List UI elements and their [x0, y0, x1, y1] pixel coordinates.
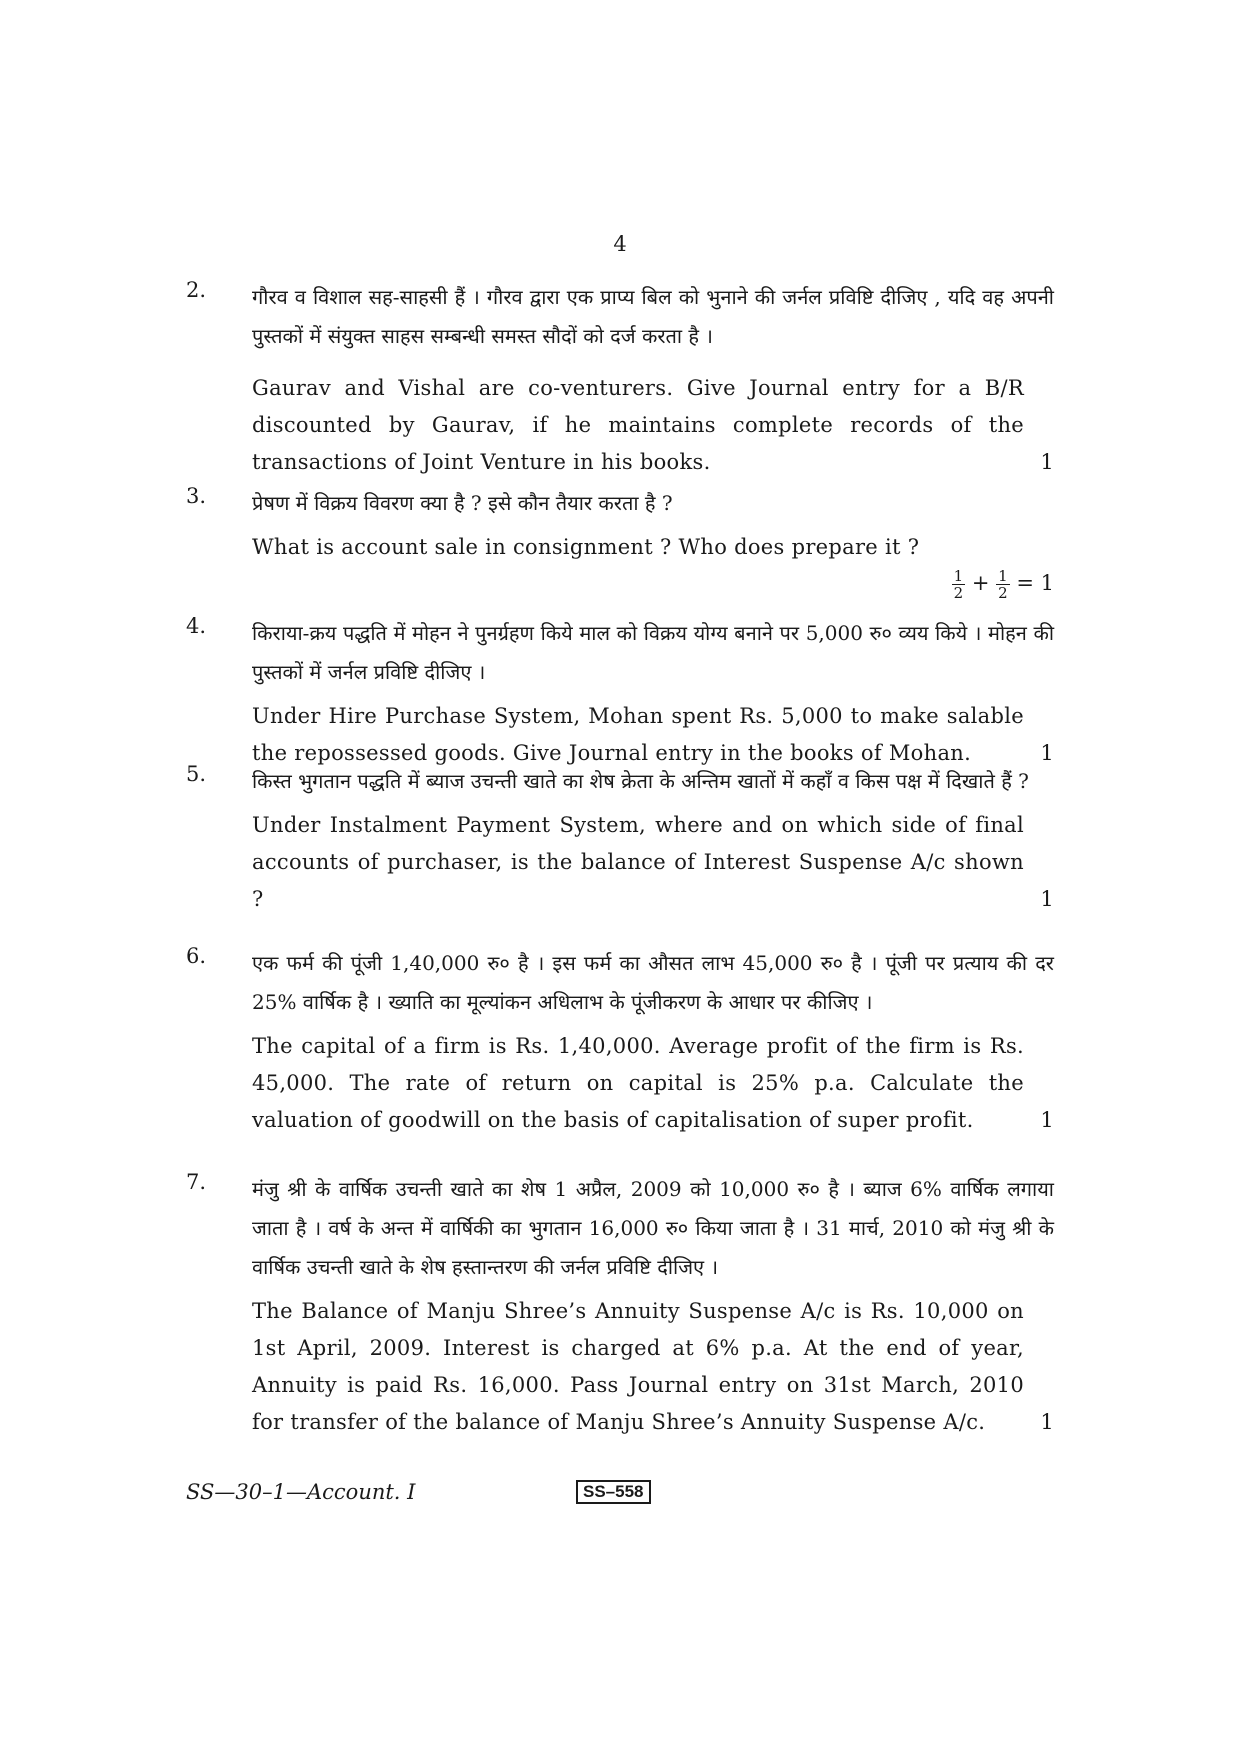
- marks: 1: [1040, 741, 1054, 765]
- question-text-hindi: मंजु श्री के वार्षिक उचन्ती खाते का शेष 1 अप्रैल, 2009 को 10,000 रु० है । ब्याज 6% वार्षिक लगाया जाता है । वर्ष के अन्त में वार्षिकी का भुगतान 16,000 रु० किया जाता है । 31 मार्च, 2010 को मंजु श्री के वार्षिक उचन्ती खाते के शेष हस्तान्तरण की जर्नल प्रविष्टि दीजिए ।: [252, 1177, 1054, 1279]
- question-text-english: What is account sale in consignment ? Who does prepare it ?: [252, 535, 920, 559]
- question-text-english: The Balance of Manju Shree’s Annuity Suspense A/c is Rs. 10,000 on 1st April, 2009. Interest is charged at 6% p.a. At the end of year, Annuity is paid Rs. 16,000. Pass Journal entry on 31st March, 2010 for transfer of the balance of Manju Shree’s Annuity Suspense A/c.: [252, 1299, 1024, 1434]
- fraction-numerator: 1: [998, 567, 1008, 585]
- question-text-hindi: गौरव व विशाल सह-साहसी हैं । गौरव द्वारा एक प्राप्य बिल को भुनाने की जर्नल प्रविष्टि दीजिए , यदि वह अपनी पुस्तकों में संयुक्त साहस सम्बन्धी समस्त सौदों को दर्ज करता है ।: [252, 285, 1054, 348]
- question-6: [186, 944, 1054, 1139]
- question-text-hindi: प्रेषण में विक्रय विवरण क्या है ? इसे कौन तैयार करता है ?: [252, 491, 673, 515]
- question-text-english: Gaurav and Vishal are co-venturers. Give Journal entry for a B/R discounted by Gaurav, if he maintains complete records of the transactions of Joint Venture in his books.: [252, 376, 1024, 474]
- question-7: [186, 1170, 1054, 1441]
- question-2: [186, 278, 1054, 481]
- fraction-numerator: 1: [953, 567, 964, 585]
- question-text-hindi: किस्त भुगतान पद्धति में ब्याज उचन्ती खाते का शेष क्रेता के अन्तिम खातों में कहाँ व किस पक्ष में दिखाते हैं ?: [252, 769, 1029, 793]
- marks: 1: [1040, 1108, 1054, 1132]
- question-text-english: Under Instalment Payment System, where and on which side of final accounts of purchaser, is the balance of Interest Suspense A/c shown ?: [252, 813, 1024, 911]
- question-number: 7.: [186, 1170, 207, 1194]
- question-number: 3.: [186, 484, 207, 508]
- fraction-half: [952, 568, 966, 601]
- question-number: 6.: [186, 944, 207, 968]
- question-4: [186, 614, 1054, 772]
- question-text-english: Under Hire Purchase System, Mohan spent Rs. 5,000 to make salable the repossessed goods. Give Journal entry in the books of Mohan.: [252, 704, 1024, 765]
- plus-sign: +: [971, 571, 990, 595]
- fraction-half: [996, 568, 1010, 601]
- question-number: 4.: [186, 614, 207, 638]
- question-text-hindi: किराया-क्रय पद्धति में मोहन ने पुनर्ग्रहण किये माल को विक्रय योग्य बनाने पर 5,000 रु० व्यय किये । मोहन की पुस्तकों में जर्नल प्रविष्टि दीजिए ।: [252, 621, 1054, 684]
- marks-total: = 1: [1016, 571, 1054, 595]
- question-5: [186, 762, 1054, 918]
- question-text-hindi: एक फर्म की पूंजी 1,40,000 रु० है । इस फर्म का औसत लाभ 45,000 रु० है । पूंजी पर प्रत्याय की दर 25% वार्षिक है । ख्याति का मूल्यांकन अधिलाभ के पूंजीकरण के आधार पर कीजिए ।: [252, 951, 1054, 1014]
- marks-fraction: [252, 568, 1054, 601]
- marks: 1: [1040, 450, 1054, 474]
- question-text-english: The capital of a firm is Rs. 1,40,000. Average profit of the firm is Rs. 45,000. The rate of return on capital is 25% p.a. Calculate the valuation of goodwill on the basis of capitalisation of super profit.: [252, 1034, 1024, 1132]
- footer-series-code: SS–558: [576, 1480, 651, 1504]
- marks: 1: [1040, 1410, 1054, 1434]
- footer-paper-code: SS—30–1—Account. I: [186, 1480, 416, 1504]
- question-number: 5.: [186, 762, 207, 786]
- question-3: [186, 484, 1054, 601]
- marks: 1: [1040, 887, 1054, 911]
- question-number: 2.: [186, 278, 207, 302]
- fraction-denominator: 2: [998, 584, 1008, 602]
- fraction-denominator: 2: [953, 584, 964, 602]
- page-number: 4: [613, 232, 627, 256]
